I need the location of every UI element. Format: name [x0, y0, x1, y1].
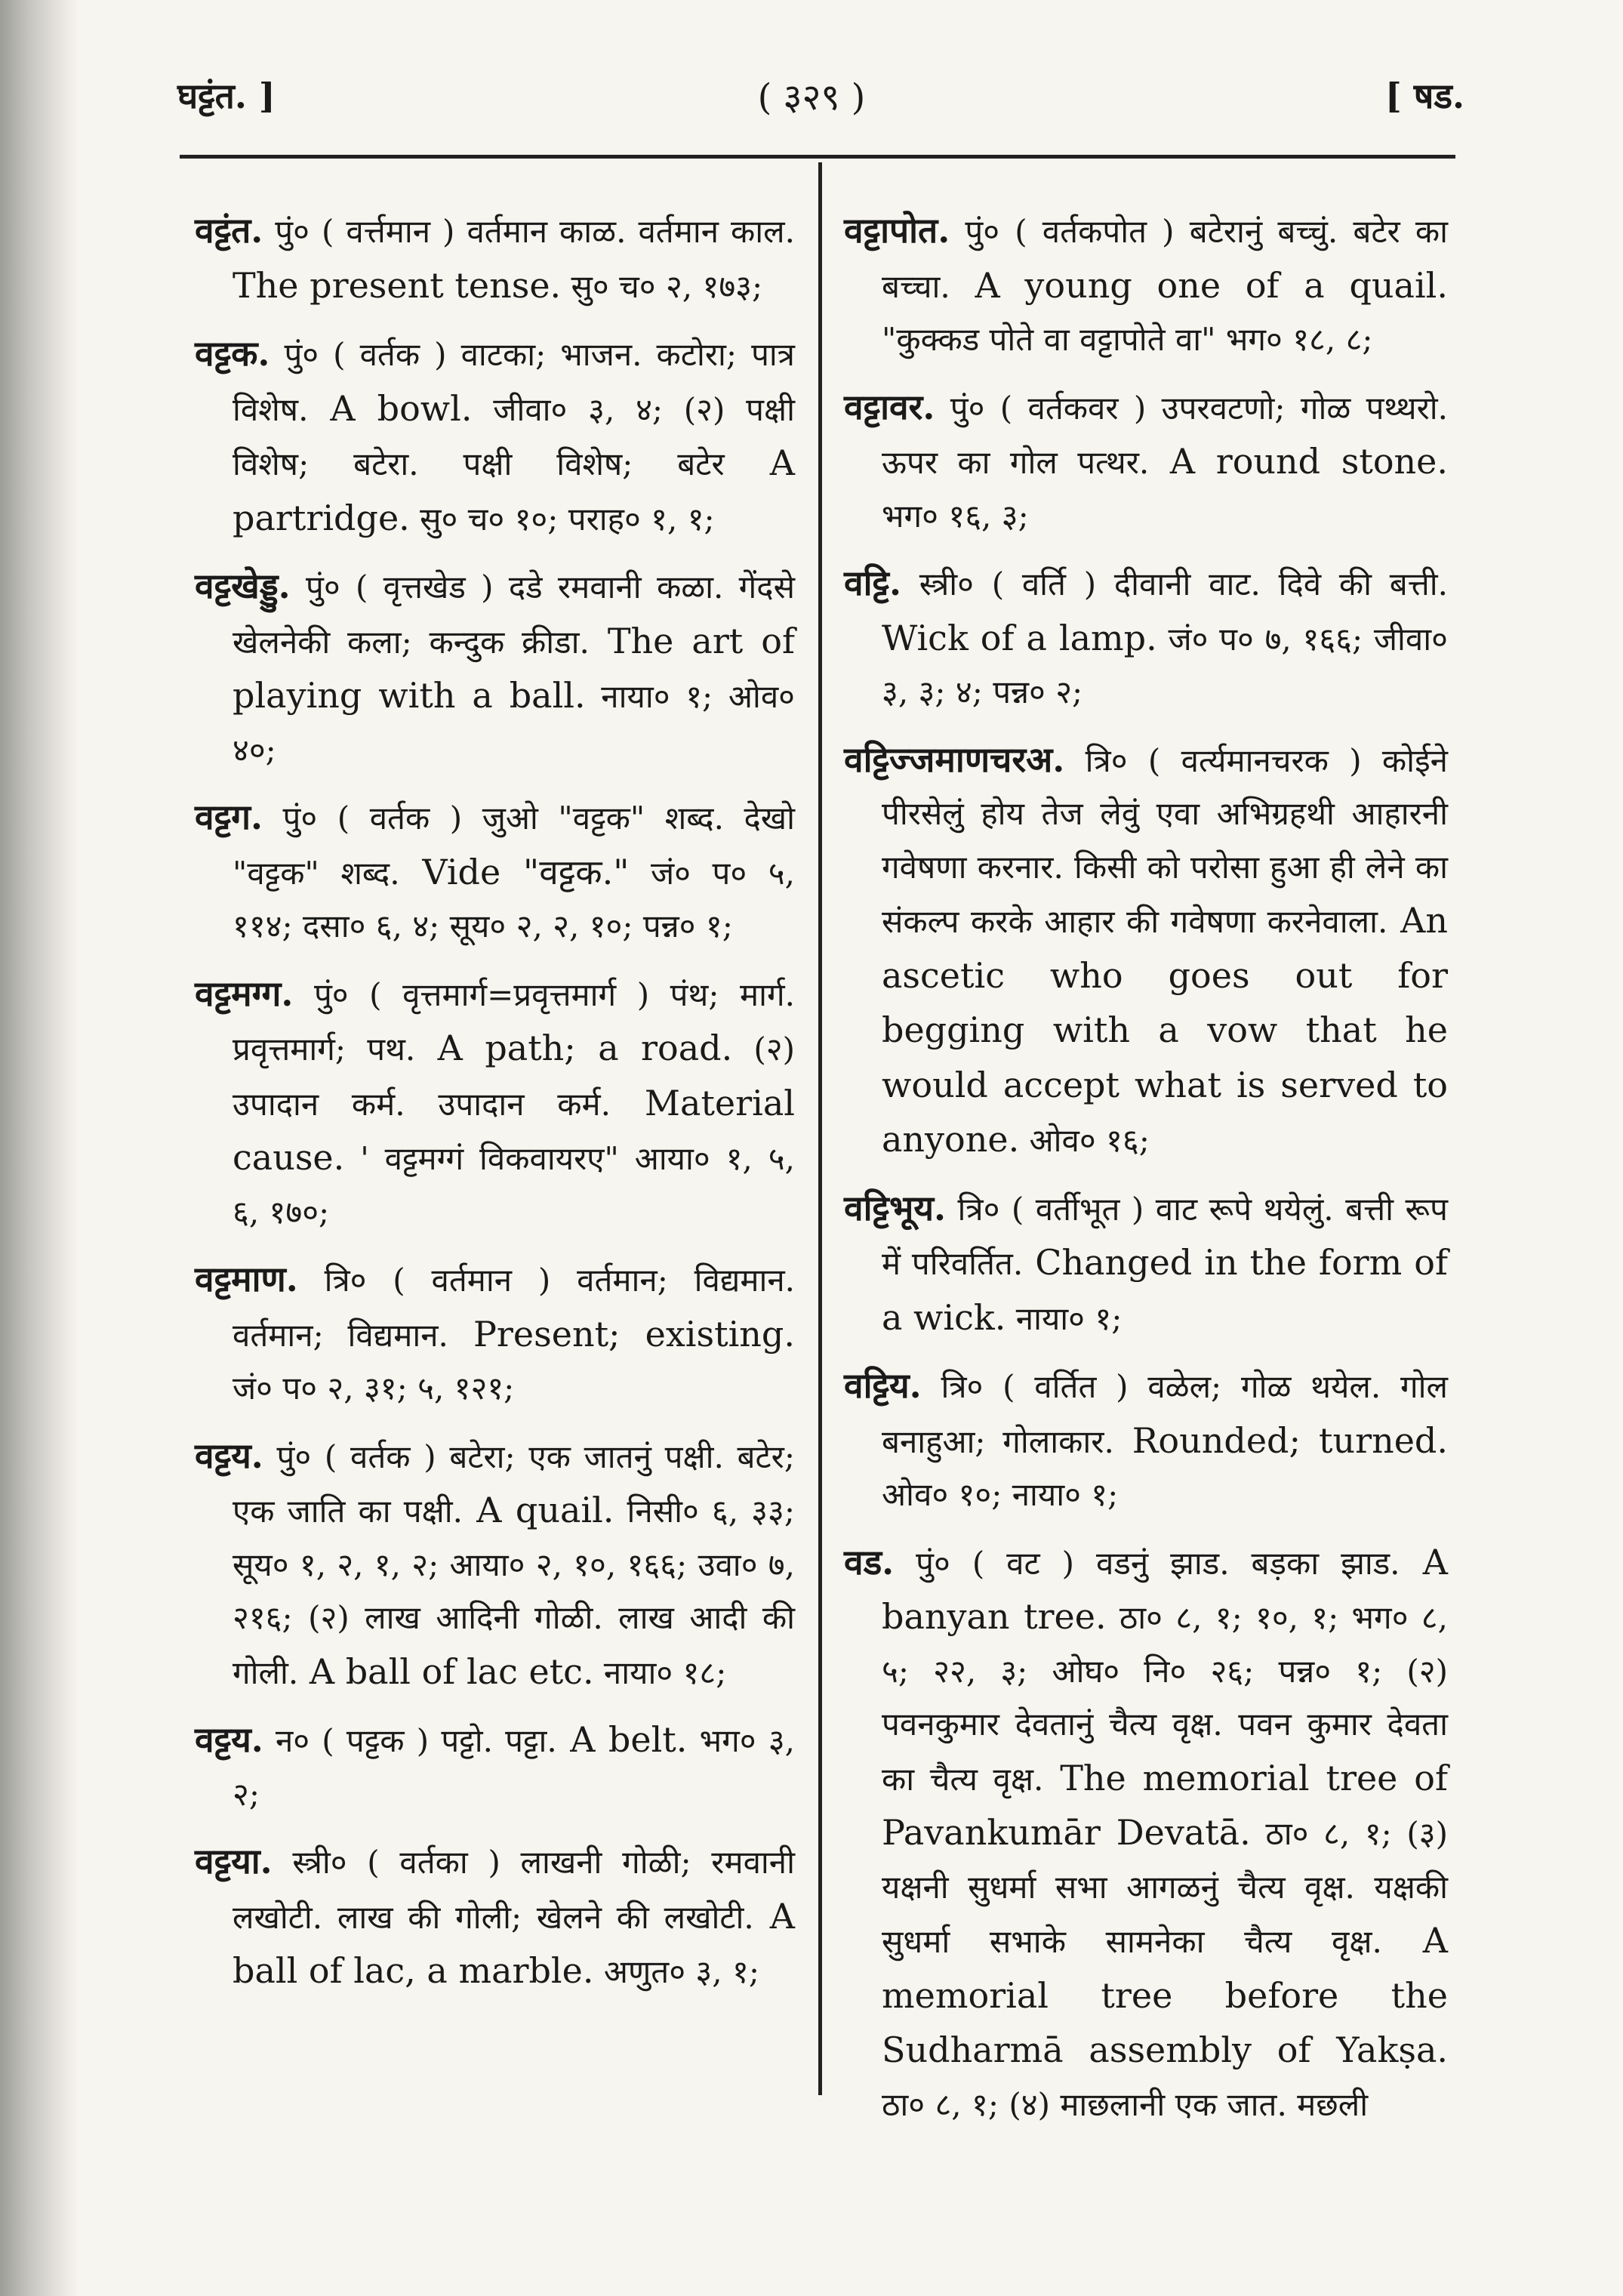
entry-reference: निसी० ६, ३३; सूय० १, २, १, २; आया० २, १०, १६६; उवा० ७, २१६; (२) लाख आदिनी गोळी. लाख आदी की गोली.: [233, 1493, 795, 1691]
dictionary-entry: [195, 791, 795, 954]
headword: वट्टया.: [195, 1841, 273, 1881]
entry-definition: त्रि० ( वर्तमान ) वर्तमान; विद्यमान. वर्तमान; विद्यमान.: [233, 1262, 795, 1354]
headword: वट्टंत.: [195, 210, 263, 251]
dictionary-entry: [844, 556, 1448, 720]
dictionary-entry: [844, 1182, 1448, 1346]
entry-reference: ओव० १६;: [1019, 1122, 1150, 1159]
entry-reference: सु० च० १०; पराह० १, १;: [409, 500, 715, 538]
english-gloss: A belt.: [556, 1719, 688, 1760]
entry-reference: ठा० ८, १; (४) माछलानी एक जात. मछली: [882, 2085, 1369, 2123]
entry-definition: पुं० ( वट ) वडनुं झाड. बड़का झाड.: [894, 1544, 1400, 1582]
headword: वट्टापोत.: [844, 210, 950, 251]
dictionary-entry: [195, 1835, 795, 1999]
english-gloss: A quail.: [462, 1490, 614, 1530]
dictionary-entry: [195, 967, 795, 1240]
entry-definition: पुं० ( वृत्तमार्ग=प्रवृत्तमार्ग ) पंथ; मार्ग. प्रवृत्तमार्ग; पथ.: [233, 975, 795, 1068]
entry-definition: त्रि० ( वर्तित ) वळेल; गोळ थयेल. गोल बनाहुआ; गोलाकार.: [882, 1368, 1448, 1460]
right-column: [844, 204, 1448, 2145]
entry-reference: ठा० ८, १; १०, १; भग० ८, ५; २२, ३; ओघ० नि० २६; पन्न० १; (२) पवनकुमार देवतानुं चैत्य वृक्ष. पवन कुमार देवता का चैत्य वृक्ष.: [882, 1599, 1449, 1798]
headword: वट्टमाण.: [195, 1259, 298, 1299]
english-gloss: The art of playing with a ball.: [233, 620, 796, 716]
header-left-guideword: घट्टंत. ]: [177, 76, 276, 116]
headword: वट्टग.: [195, 797, 263, 837]
entry-definition: पुं० ( वर्तक ) जुओ "वट्टक" शब्द. देखो "वट्टक" शब्द.: [233, 800, 795, 892]
header-rule: [180, 155, 1455, 159]
entry-definition: पुं० ( वर्तकपोत ) बटेरानुं बच्चुं. बटेर का बच्चा.: [882, 213, 1448, 305]
entry-definition: पुं० ( वर्तकवर ) उपरवटणो; गोळ पथ्थरो. ऊपर का गोल पत्थर.: [882, 389, 1448, 481]
entry-reference: ' वट्टमग्गं विकवायरए" आया० १, ५, ६, १७०;: [233, 1140, 795, 1231]
headword: वट्टिभूय.: [844, 1187, 947, 1228]
english-gloss: A ball of lac etc.: [298, 1650, 594, 1692]
dictionary-entry: [195, 559, 795, 777]
english-gloss: A banyan tree.: [882, 1541, 1449, 1637]
entry-definition: त्रि० ( वर्त्यमानचरक ) कोईने पीरसेलुं होय तेज लेवुं एवा अभिग्रहथी आहारनी गवेषणा करनार. किसी को परोसा हुआ ही लेने का संकल्प करके आहार की गवेषणा करनेवाला.: [882, 741, 1448, 940]
english-gloss: A bowl.: [308, 387, 473, 429]
english-gloss: A partridge.: [233, 442, 795, 538]
entry-definition: स्त्री० ( वर्ति ) दीवानी वाट. दिवे की बत्ती.: [901, 566, 1448, 603]
page-binding-edge: [0, 0, 79, 2296]
entry-reference: ठा० ८, १; (३) यक्षनी सुधर्मा सभा आगळनुं चैत्य वृक्ष. यक्षकी सुधर्मा सभाके सामनेका चैत्य वृक्ष.: [882, 1815, 1448, 1960]
english-gloss: A ball of lac, a marble.: [233, 1895, 796, 1991]
dictionary-entry: [195, 204, 795, 313]
dictionary-entry: [195, 1713, 795, 1821]
headword: वट्टिज्जमाणचरअ.: [844, 738, 1065, 780]
dictionary-entry: [844, 733, 1448, 1168]
entry-definition: पुं० ( वृत्तखेड ) दडे रमवानी कळा. गेंदसे खेलनेकी कला; कन्दुक क्रीडा.: [233, 569, 795, 661]
entry-reference: नाया० १;: [1006, 1299, 1123, 1337]
entry-reference: जं० प० ७, १६६; जीवा० ३, ३; ४; पन्न० २;: [882, 620, 1448, 710]
dictionary-entry: [195, 327, 795, 546]
entry-reference: (२) उपादान कर्म. उपादान कर्म.: [233, 1031, 795, 1123]
english-gloss: Wick of a lamp.: [882, 617, 1157, 658]
entry-reference: जं० प० २, ३१; ५, १२१;: [233, 1370, 515, 1407]
header-right-guideword: [ षड.: [1385, 76, 1464, 116]
entry-reference: अणुत० ३, १;: [593, 1953, 759, 1990]
english-gloss: Material cause.: [233, 1082, 795, 1178]
entry-reference: "कुक्कड पोते वा वट्टापोते वा" भग० १८, ८;: [882, 321, 1373, 358]
english-gloss: Vide "वट्टक.": [399, 851, 630, 892]
entry-reference: नाया० १; ओव० ४०;: [233, 678, 796, 769]
headword: वड.: [844, 1541, 895, 1583]
headword: वट्टय.: [195, 1435, 263, 1476]
entry-reference: भग० ३, २;: [233, 1722, 796, 1813]
page-number: ( ३२९ ): [757, 76, 866, 119]
english-gloss: A path; a road.: [415, 1028, 733, 1068]
headword: वट्टि.: [844, 562, 901, 603]
english-gloss: Rounded; turned.: [1113, 1419, 1448, 1461]
page-header: [0, 72, 1623, 125]
dictionary-entry: [195, 1253, 795, 1416]
english-gloss: The present tense.: [233, 264, 562, 306]
headword: वट्टमग्ग.: [195, 972, 294, 1014]
english-gloss: The memorial tree of Pavankumār Devatā.: [882, 1757, 1448, 1853]
entry-reference: जं० प० ५, ११४; दसा० ६, ४; सूय० २, २, १०; पन्न० १;: [233, 854, 795, 945]
entry-definition: त्रि० ( वर्तीभूत ) वाट रूपे थयेलुं. बत्ती रूप में परिवर्तित.: [882, 1190, 1448, 1282]
dictionary-entry: [844, 381, 1448, 544]
left-column: [195, 204, 795, 2013]
entry-definition: पुं० ( वर्त्तमान ) वर्तमान काळ. वर्तमान काल.: [263, 213, 795, 250]
english-gloss: A memorial tree before the Sudharmā assembly of Yakṣa.: [882, 1920, 1448, 2070]
entry-definition: न० ( पट्टक ) पट्टो. पट्टा.: [263, 1722, 557, 1759]
entry-reference: सु० च० २, १७३;: [561, 267, 763, 305]
entry-definition: स्त्री० ( वर्तका ) लाखनी गोळी; रमवानी लखोटी. लाख की गोली; खेलने की लखोटी.: [233, 1844, 795, 1936]
entry-reference: ओव० १०; नाया० १;: [882, 1476, 1119, 1513]
english-gloss: Present; existing.: [448, 1313, 795, 1354]
column-divider: [818, 162, 822, 2095]
english-gloss: An ascetic who goes out for begging with a vow that he would accept what is served to anyone.: [882, 900, 1448, 1160]
headword: वट्टखेड्डु.: [195, 566, 291, 606]
headword: वट्टावर.: [844, 386, 935, 427]
headword: वट्टक.: [195, 333, 270, 374]
dictionary-entry: [844, 1359, 1448, 1522]
headword: वट्टिय.: [844, 1365, 922, 1406]
english-gloss: A round stone.: [1149, 441, 1448, 482]
dictionary-entry: [844, 204, 1448, 367]
dictionary-entry: [844, 1536, 1448, 2132]
entry-reference: जीवा० ३, ४; (२) पक्षी विशेष; बटेरा. पक्षी विशेष; बटेर: [233, 390, 796, 482]
english-gloss: A young one of a quail.: [950, 264, 1448, 306]
dictionary-entry: [195, 1429, 795, 1700]
entry-definition: पुं० ( वर्तक ) वाटका; भाजन. कटोरा; पात्र विशेष.: [233, 336, 795, 428]
headword: वट्टय.: [195, 1719, 263, 1760]
entry-reference: भग० १६, ३;: [882, 497, 1029, 535]
entry-reference: नाया० १८;: [593, 1653, 727, 1691]
entry-definition: पुं० ( वर्तक ) बटेरा; एक जातनुं पक्षी. बटेर; एक जाति का पक्षी.: [233, 1438, 795, 1530]
english-gloss: Changed in the form of a wick.: [882, 1242, 1448, 1338]
